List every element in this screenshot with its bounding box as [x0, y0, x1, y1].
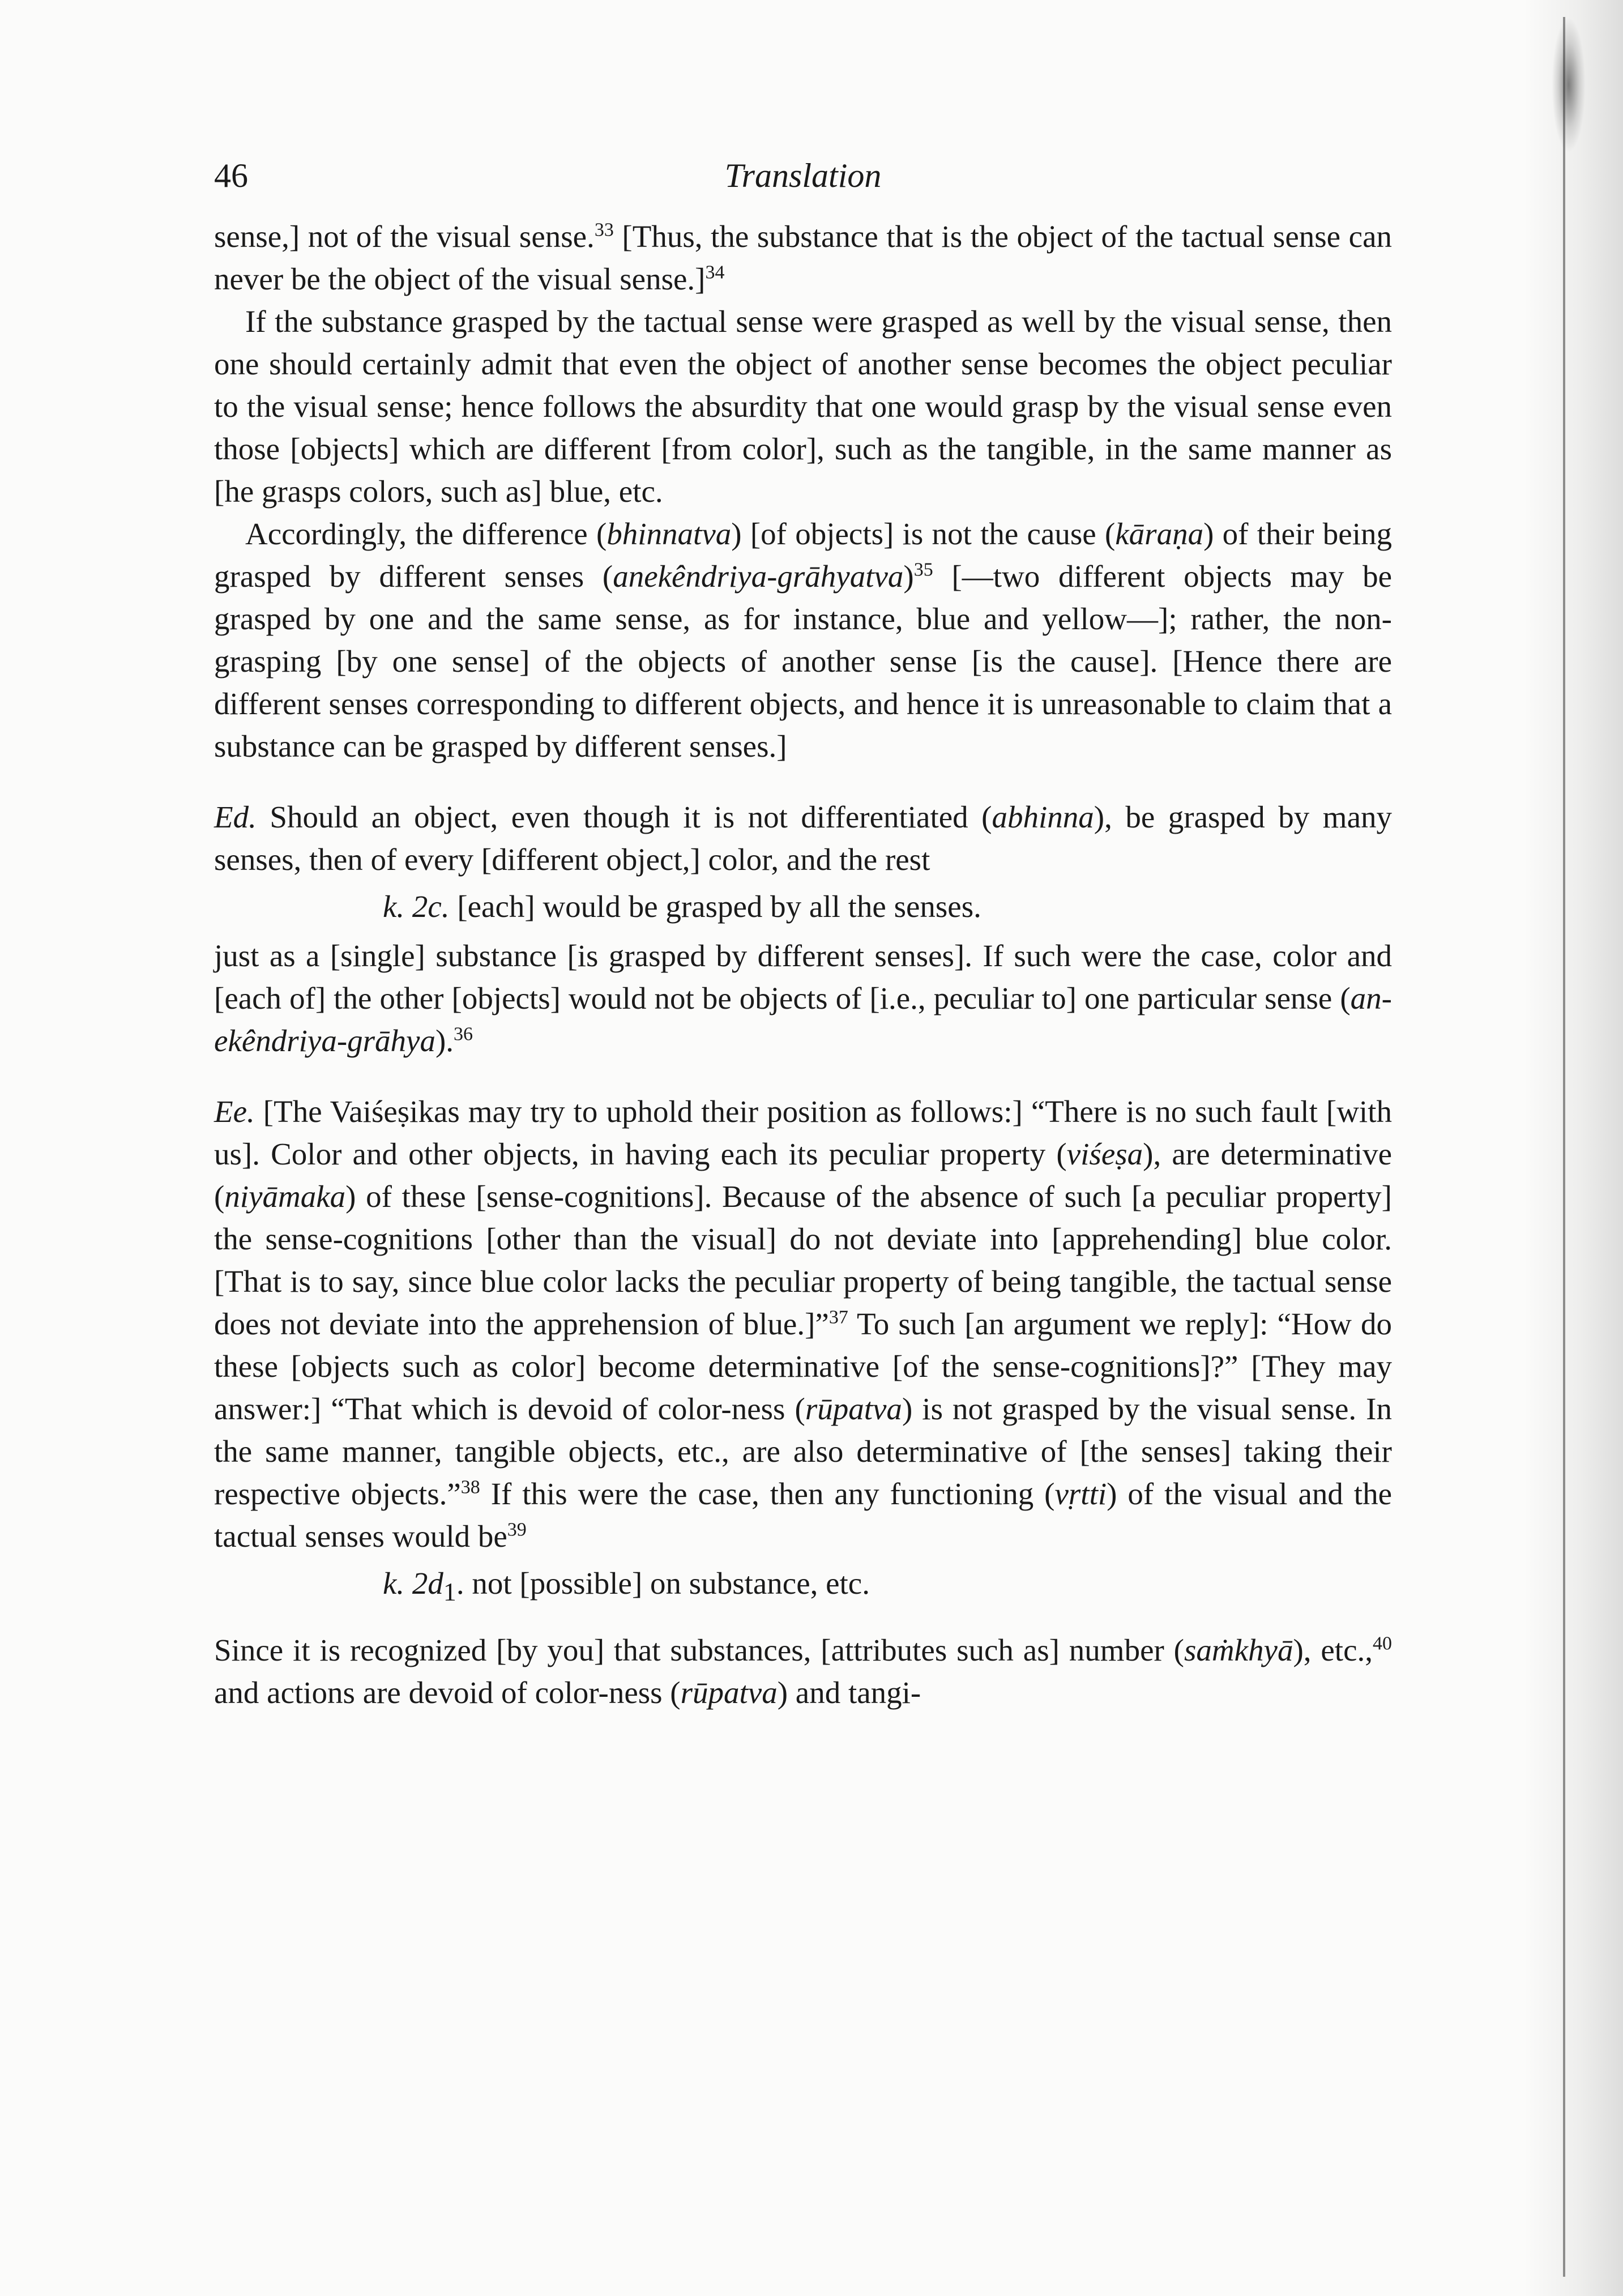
- verse-label: k. 2d: [383, 1566, 443, 1601]
- text-run: If this were the case, then any functioning (: [480, 1476, 1055, 1511]
- sanskrit-term: anekêndriya-grāhyatva: [613, 559, 904, 594]
- sanskrit-term: an-ekêndriya-grāhya: [214, 981, 1392, 1058]
- running-title: Translation: [724, 157, 882, 194]
- sanskrit-term: saṁkhyā: [1184, 1633, 1293, 1667]
- sanskrit-term: bhinnatva: [607, 517, 732, 551]
- footnote-ref: 38: [460, 1476, 480, 1498]
- verse-k2d1: [214, 1562, 1392, 1613]
- running-head: [214, 153, 1392, 198]
- text-run: ): [903, 559, 914, 594]
- paragraph-ee: [214, 1090, 1392, 1557]
- text-run: ).: [435, 1023, 454, 1058]
- text-run: ), be grasped by many senses, then of every [different object,] color, and the rest: [214, 800, 1392, 877]
- verse-k2c: [214, 885, 1392, 928]
- sanskrit-term: rūpatva: [805, 1392, 902, 1426]
- sanskrit-term: viśeṣa: [1066, 1137, 1143, 1171]
- footnote-ref: 37: [828, 1307, 848, 1328]
- paragraph-ed: [214, 796, 1392, 881]
- sanskrit-term: vṛtti: [1054, 1476, 1107, 1511]
- footnote-ref: 39: [507, 1519, 527, 1540]
- text-run: ), etc.,: [1293, 1633, 1373, 1667]
- text-run: sense,] not of the visual sense.: [214, 219, 595, 254]
- verse-text: . not [possible] on substance, etc.: [456, 1566, 870, 1601]
- text-run: ) [of objects] is not the cause (: [731, 517, 1116, 551]
- footnote-ref: 35: [913, 559, 933, 581]
- text-run: ) of these [sense-cognitions]. Because of the absence of such [a peculiar property] the sense-cognitions [other than the visual] do not deviate into [apprehending] blue color. [That is to say, since blue color lacks the peculiar property of being tangible, the tactual sense does not deviate into the apprehension of blue.]”: [214, 1179, 1392, 1341]
- text-run: [The Vaiśeṣikas may try to uphold their position as follows:] “There is no such fault [with us]. Color and other objects, in having each its peculiar property (: [214, 1094, 1392, 1171]
- text-run: ), are determinative (: [214, 1137, 1392, 1214]
- text-run: just as a [single] substance [is grasped by different senses]. If such were the case, color and [each of] the other [objects] would not be objects of [i.e., peculiar to] one particular sense (: [214, 938, 1392, 1015]
- section-label: Ee.: [214, 1094, 255, 1129]
- sanskrit-term: niyāmaka: [224, 1179, 346, 1214]
- text-run: and actions are devoid of color-ness (: [214, 1675, 681, 1710]
- binding-edge-line: [1563, 17, 1565, 2277]
- text-run: Since it is recognized [by you] that substances, [attributes such as] number (: [214, 1633, 1184, 1667]
- verse-text: [each] would be grasped by all the senses.: [449, 889, 981, 924]
- verse-label: k. 2c.: [383, 889, 450, 924]
- text-run: ) of the visual and the tactual senses would be: [214, 1476, 1392, 1554]
- text-run: ) of their being grasped by different senses (: [214, 517, 1392, 594]
- text-run: ) is not grasped by the visual sense. In the same manner, tangible objects, etc., are also determinative of [the senses] taking their respective objects.”: [214, 1392, 1392, 1511]
- text-run: ) and tangi-: [777, 1675, 921, 1710]
- verse-subscript: 1: [443, 1577, 456, 1606]
- binding-shadow: [1523, 0, 1623, 2296]
- footnote-ref: 33: [594, 219, 614, 241]
- body-text: [214, 215, 1392, 1714]
- text-run: Should an object, even though it is not differentiated (: [256, 800, 992, 834]
- sanskrit-term: kāraṇa: [1115, 517, 1204, 551]
- binding-clip-mark: [1552, 17, 1586, 153]
- text-run: To such [an argument we reply]: “How do these [objects such as color] become determinative [of the sense-cognitions]?” [They may answer:] “That which is devoid of color-ness (: [214, 1307, 1392, 1426]
- text-run: [—two different objects may be grasped by one and the same sense, as for instance, blue and yellow—]; rather, the non-grasping [by one sense] of the objects of another sense [is the cause]. [Hence there are different senses corresponding to different objects, and hence it is unreasonable to claim that a substance can be grasped by different senses.]: [214, 559, 1393, 763]
- paragraph-2: [214, 300, 1392, 513]
- sanskrit-term: rūpatva: [680, 1675, 778, 1710]
- footnote-ref: 34: [705, 262, 725, 283]
- paragraph-7: [214, 1629, 1392, 1714]
- text-run: [Thus, the substance that is the object of the tactual sense can never be the object of the visual sense.]: [214, 219, 1393, 296]
- text-run: Accordingly, the difference (: [245, 517, 607, 551]
- paragraph-3: [214, 513, 1392, 767]
- paragraph-1: [214, 215, 1392, 300]
- footnote-ref: 36: [454, 1023, 473, 1045]
- footnote-ref: 40: [1373, 1633, 1392, 1654]
- page-number: 46: [214, 157, 248, 194]
- sanskrit-term: abhinna: [992, 800, 1094, 834]
- section-label: Ed.: [214, 800, 257, 834]
- paragraph-5: [214, 934, 1392, 1062]
- text-run: If the substance grasped by the tactual sense were grasped as well by the visual sense, then one should certainly admit that even the object of another sense becomes the object peculiar to the visual sense; hence follows the absurdity that one would grasp by the visual sense even those [objects] which are different [from color], such as the tangible, in the same manner as [he grasps colors, such as] blue, etc.: [214, 304, 1392, 509]
